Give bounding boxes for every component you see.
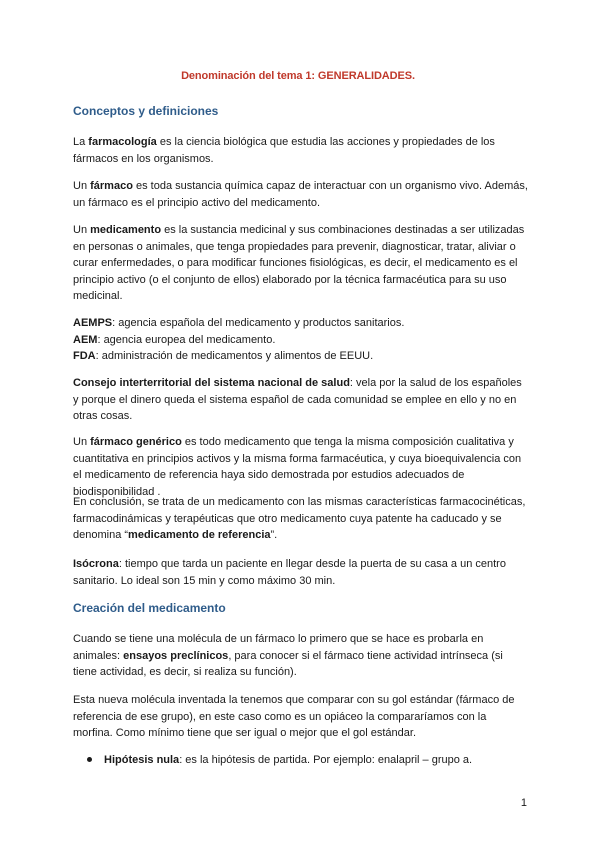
bullet-hipotesis-nula: Hipótesis nula: es la hipótesis de partida. Por ejemplo: enalapril – grupo a. [87, 752, 472, 769]
section-heading-creacion: Creación del medicamento [73, 601, 226, 615]
paragraph-isocrona: Isócrona: tiempo que tarda un paciente en llegar desde la puerta de su casa a un centro sanitario. Lo ideal son 15 min y como máximo 30 min. [73, 558, 506, 587]
abbr-aemps: AEMPS: agencia española del medicamento y productos sanitarios. [73, 317, 405, 329]
paragraph-medicamento: Un medicamento es la sustancia medicinal y sus combinaciones destinadas a ser utilizadas en personas o animales, que tenga propiedades para prevenir, diagnosticar, tratar, aliviar o curar enfermedades, o para modificar funciones fisiológicas, es decir, el medicamento es el principio activo (o el conjunto de ellos) elaborado por la técnica farmacéutica para su uso medicinal. [73, 224, 525, 302]
bullet-dot-icon [87, 757, 92, 762]
paragraph-gol-estandar: Esta nueva molécula inventada la tenemos que comparar con su gol estándar (fármaco de referencia de ese grupo), en este caso como es un opiáceo la compararíamos con la morfina. Como mínimo tiene que ser igual o mejor que el gol estándar. [73, 694, 515, 739]
abbr-aem: AEM: agencia europea del medicamento. [73, 333, 276, 346]
paragraph-consejo: Consejo interterritorial del sistema nacional de salud: vela por la salud de los españoles y porque el dinero queda el sistema español de cada comunidad se emplee en ello y no en otras cosas. [73, 377, 522, 422]
paragraph-conclusion: En conclusión, se trata de un medicamento con las mismas características farmacocinéticas, farmacodinámicas y terapéuticas que otro medicamento cuya patente ha caducado y se denomina “medicamento de referencia”. [73, 496, 526, 541]
paragraph-preclinicos: Cuando se tiene una molécula de un fármaco lo primero que se hace es probarla en animales: ensayos preclínicos, para conocer si el fármaco tiene actividad intrínseca (si tiene actividad, es decir, si realiza su función). [73, 633, 503, 678]
section-heading-conceptos: Conceptos y definiciones [73, 104, 219, 118]
abbreviation-list [73, 315, 529, 365]
page-title: Denominación del tema 1: GENERALIDADES. [181, 70, 415, 82]
abbr-fda: FDA: administración de medicamentos y alimentos de EEUU. [73, 350, 374, 362]
page-number: 1 [520, 797, 527, 809]
paragraph-generico: Un fármaco genérico es todo medicamento que tenga la misma composición cualitativa y cuantitativa en principios activos y la misma forma farmacéutica, y cuya bioequivalencia con el medicamento de referencia haya sido demostrada por estudios adecuados de biodisponibilidad . [73, 436, 522, 498]
paragraph-farmacologia: La farmacología es la ciencia biológica que estudia las acciones y propiedades de los fármacos en los organismos. [73, 136, 495, 165]
paragraph-farmaco: Un fármaco es toda sustancia química capaz de interactuar con un organismo vivo. Además, un fármaco es el principio activo del medicamento. [73, 180, 528, 209]
